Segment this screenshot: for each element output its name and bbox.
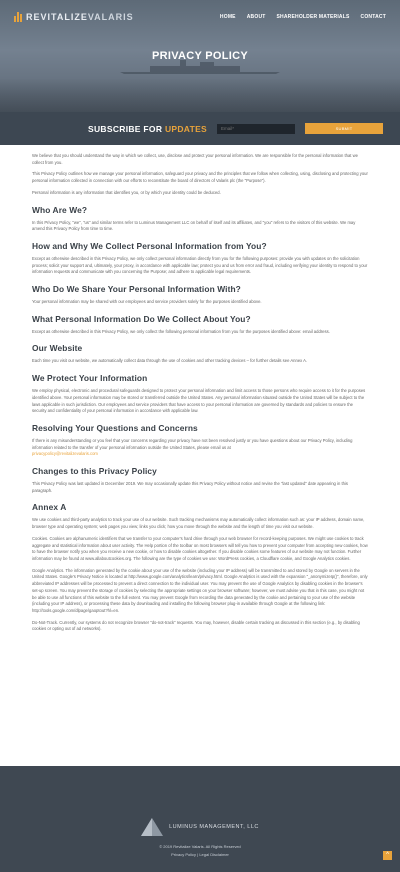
resolve-heading: Resolving Your Questions and Concerns xyxy=(32,422,198,433)
logo-part1: REVITALIZE xyxy=(26,12,88,22)
intro-paragraph-3: Personal information is any information that identifies you, or by which your identity could be deduced. xyxy=(32,189,221,195)
nav-shareholder-materials[interactable]: SHAREHOLDER MATERIALS xyxy=(276,14,350,20)
site-logo[interactable] xyxy=(14,12,134,22)
footer-privacy-link[interactable]: Privacy Policy xyxy=(171,852,197,857)
protect-heading: We Protect Your Information xyxy=(32,373,148,384)
resolve-text: If there is any misunderstanding or you feel that your concerns regarding your privacy have not been resolved justly or you have questions about our Privacy Policy, including information related to the transfer of your personal information outside the United States, please email us at xyxy=(32,437,353,450)
nav-contact[interactable]: CONTACT xyxy=(360,14,386,20)
what-heading: What Personal Information Do We Collect About You? xyxy=(32,313,251,324)
hero-banner xyxy=(0,0,400,112)
who-text: In this Privacy Policy, "we", "us" and similar terms refer to Luminus Management LLC on behalf of itself and its affiliates, and "you" refers to the visitors of this website. We may amend this Privacy Policy from time to time. xyxy=(32,219,356,232)
footer-separator: | xyxy=(197,852,199,857)
policy-content xyxy=(0,145,400,766)
page-title: PRIVACY POLICY xyxy=(151,50,249,62)
website-text: Each time you visit our website, we automatically collect data through the use of cookies and other tracking devices – for further details see Annex A. xyxy=(32,358,308,364)
annex-paragraph-dnt: Do-Not-Track. Currently, our systems do not recognize browser "do-not-track" requests. You may, however, disable certain tracking as discussed in this section (e.g., by disabling cookies or opting out of ad networks). xyxy=(32,619,360,632)
luminus-triangle-icon xyxy=(141,818,163,836)
annex-paragraph-1: We use cookies and third-party analytics to track your use of our website. Such tracking mechanisms may automatically collect information such as: your IP address, domain name, browser type and operating system; web pages you view; links you click; how you move through the website and the length of time you visit our website. xyxy=(32,517,365,530)
intro-paragraph-1: We believe that you should understand the way in which we collect, use, disclose and protect your personal information. We are responsible for the personal information that we collect from you. xyxy=(32,153,358,165)
what-text: Except as otherwise described in this Privacy Policy, we only collect the following personal information from you for the purposes identified above: email address. xyxy=(32,328,330,334)
main-nav xyxy=(220,14,386,20)
collect-heading: How and Why We Collect Personal Information from You? xyxy=(32,240,267,251)
footer-brand xyxy=(0,766,400,836)
footer-copyright: © 2019 Revitalize Valaris. All Rights Reserved xyxy=(159,844,241,849)
subscribe-bar xyxy=(0,112,400,145)
resolve-paragraph xyxy=(32,438,368,458)
logo-part2: VALARIS xyxy=(87,12,134,22)
top-navbar xyxy=(0,0,400,34)
nav-home[interactable]: HOME xyxy=(219,14,236,20)
logo-text xyxy=(26,12,134,22)
website-heading: Our Website xyxy=(32,343,83,354)
share-text: Your personal information may be shared with our employees and service providers solely for the purposes identified above. xyxy=(32,299,262,305)
changes-text: This Privacy Policy was last updated in December 2019. We may occasionally update this Privacy Policy without notice and revise the "last updated" date appearing in this paragraph. xyxy=(32,481,348,493)
email-input[interactable] xyxy=(217,124,295,134)
annex-paragraph-analytics: Google Analytics. The information generated by the cookie about your use of the website (including your IP address) will be transmitted to and stored by Google on servers in the United States. Google's Privacy Notice is located at http://www.google.com/analytics/learn/privacy.html. Google Analytics is used with the expansion "_anonymizeIp()", therefore, only abbreviated IP addresses will be processed to prevent a direct connection to the individual user. You may prevent the use of Google Analytics by disabling cookies in the browser's set-up screen. You may prevent the storage of cookies by selecting the appropriate settings on your browser software; however, we must advise you that in this case, you might not be able to use all functions of this website to the full extent. You may prevent Google from recording the data generated by the cookie and pertaining to your use of the website (including your IP address), or processing these data by downloading and installing the following browser plug-in available through Google at the following link: http://tools.google.com/dlpage/gaoptout?hl=en. xyxy=(32,567,368,613)
intro-paragraph-2: This Privacy Policy outlines how we manage your personal information, safeguard your privacy and the principles that we follow when collecting, using, disclosing and protecting your personal information collected in connection with our efforts to reconstitute the board of directors of Valaris plc (the "Purpose"). xyxy=(32,171,368,184)
footer-company-name: LUMINUS MANAGEMENT, LLC xyxy=(169,824,259,830)
annex-paragraph-cookies: Cookies. Cookies are alphanumeric identifiers that we transfer to your computer's hard drive through your web browser for record-keeping purposes. We might use cookies to track aggregate and statistical information about user activity. The Help portion of the toolbar on most browsers will tell you how to prevent your computer from accepting new cookies, how to have the browser notify you when you receive a new cookie, or how to disable cookies altogether. If you disable cookies some features of our website may not function. Further information may be found at www.allaboutcookies.org. The following are the type of cookies we use: WordPress cookies, a Cloudflare cookie, and Google Analytics cookies. xyxy=(32,535,368,561)
subscribe-title-part2: UPDATES xyxy=(164,123,208,134)
submit-button[interactable]: SUBMIT xyxy=(305,123,383,134)
privacy-email-link[interactable]: privacypolicy@revitalizevalaris.com xyxy=(32,451,98,457)
share-heading: Who Do We Share Your Personal Information With? xyxy=(32,284,241,295)
ship-silhouette xyxy=(120,60,280,74)
footer-links xyxy=(0,852,400,857)
site-footer xyxy=(0,766,400,872)
subscribe-title-part1: SUBSCRIBE FOR xyxy=(88,123,163,134)
nav-about[interactable]: ABOUT xyxy=(246,14,266,20)
annex-heading: Annex A xyxy=(32,502,67,513)
back-to-top-icon[interactable]: ^ xyxy=(383,851,392,860)
footer-legal-link[interactable]: Legal Disclaimer xyxy=(199,852,229,857)
protect-text: We employ physical, electronic and procedural safeguards designed to protect your personal information and limit access to those persons who require access to it for the purposes identified above. Your personal information may be stored or transferred outside the United States. Any personal information situated outside the United States will be subject to the laws applicable in such jurisdiction. Our employees and service providers that have access to your personal information are governed by standards and policies to ensure the security and confidentiality of your personal information in accordance with applicable law. xyxy=(32,388,366,414)
who-heading: Who Are We? xyxy=(32,204,88,215)
collect-text: Except as otherwise described in this Privacy Policy, we only collect personal information directly from you for the following purposes: provide you with updates on the solicitation process; solicit your support and, ultimately, your proxy, in accordance with applicable law; protect you and us from error and fraud, including verifying your identity to respond to your information requests and communicate with you concerning the Purpose; and adhere to applicable legal requirements. xyxy=(32,255,368,275)
changes-heading: Changes to this Privacy Policy xyxy=(32,466,157,477)
subscribe-title xyxy=(88,124,207,134)
logo-bars-icon xyxy=(14,12,22,22)
